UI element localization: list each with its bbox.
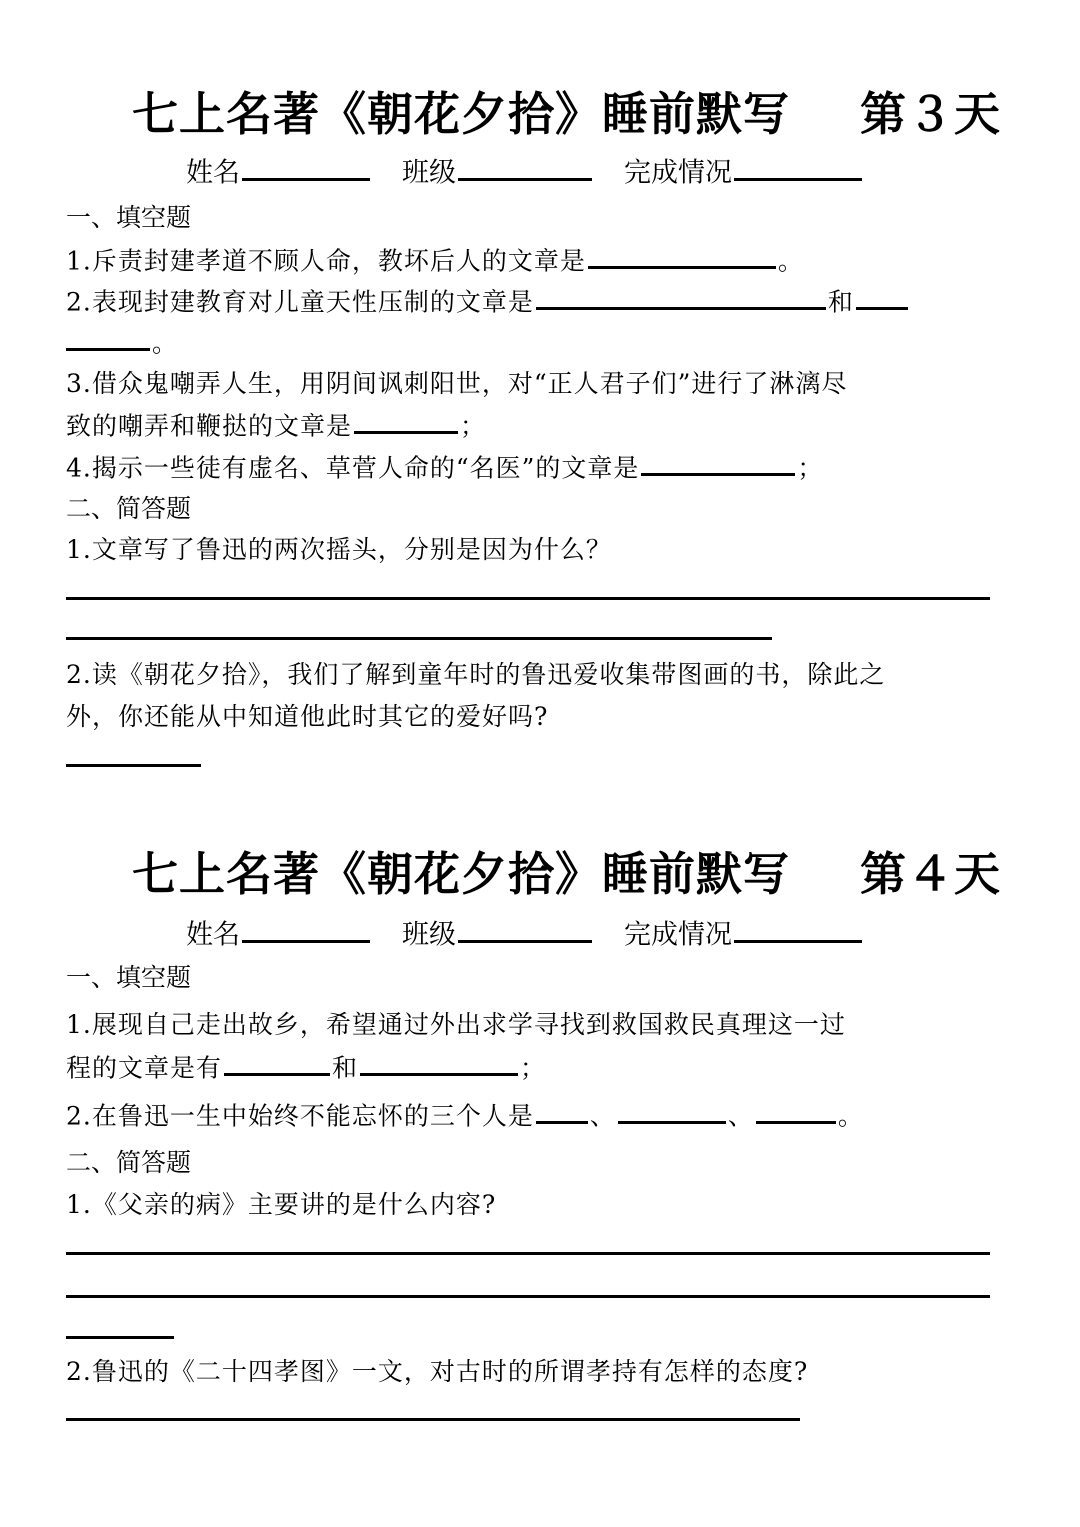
answer-blank[interactable]	[354, 405, 458, 434]
status-field[interactable]	[734, 150, 862, 181]
name-label: 姓名	[186, 919, 240, 951]
question-line: 1.展现自己走出故乡，希望通过外出求学寻找到救国救民真理这一过	[66, 1010, 846, 1039]
answer-blank[interactable]	[756, 1095, 836, 1124]
day-label: 第４天	[860, 847, 1001, 901]
separator: 、	[589, 1101, 616, 1131]
question-text: 1.斥责封建孝道不顾人命，教坏后人的文章是	[66, 246, 586, 276]
question	[66, 240, 804, 277]
answer-blank[interactable]	[588, 240, 776, 269]
question-connector: 和	[827, 287, 854, 317]
question	[66, 405, 486, 442]
question-end: 。	[837, 1101, 864, 1131]
question-connector: 和	[332, 1053, 359, 1083]
question-text: 2.表现封建教育对儿童天性压制的文章是	[66, 287, 534, 317]
answer-line[interactable]	[66, 1418, 800, 1421]
status-label: 完成情况	[624, 919, 732, 951]
page-title-day3	[132, 78, 1001, 144]
short-answer-question: 1.《父亲的病》主要讲的是什么内容?	[66, 1190, 497, 1219]
question	[66, 1095, 864, 1132]
class-label: 班级	[402, 157, 456, 189]
answer-blank[interactable]	[66, 322, 150, 351]
answer-line[interactable]	[66, 1252, 990, 1255]
question	[66, 447, 823, 484]
student-info-row	[186, 912, 864, 951]
title-text: 七上名著《朝花夕拾》睡前默写	[132, 847, 790, 901]
answer-blank[interactable]	[224, 1047, 330, 1076]
name-field[interactable]	[242, 150, 370, 181]
section-heading: 二、简答题	[66, 1148, 192, 1177]
answer-line[interactable]	[66, 1295, 990, 1298]
question-end: ；	[460, 411, 487, 441]
class-label: 班级	[402, 919, 456, 951]
question-end: ；	[797, 453, 824, 483]
short-answer-question-line: 2.读《朝花夕拾》，我们了解到童年时的鲁迅爱收集带图画的书，除此之	[66, 660, 886, 689]
question-text: 4.揭示一些徒有虚名、草菅人命的“名医”的文章是	[66, 453, 640, 483]
question	[66, 1047, 546, 1084]
name-label: 姓名	[186, 157, 240, 189]
section-heading: 二、简答题	[66, 494, 192, 523]
answer-line[interactable]	[66, 764, 201, 767]
answer-blank[interactable]	[856, 281, 908, 310]
separator: 、	[727, 1101, 754, 1131]
class-field[interactable]	[458, 150, 592, 181]
short-answer-question: 1.文章写了鲁迅的两次摇头，分别是因为什么？	[66, 535, 612, 564]
short-answer-question: 2.鲁迅的《二十四孝图》一文，对古时的所谓孝持有怎样的态度?	[66, 1357, 809, 1386]
answer-blank[interactable]	[618, 1095, 726, 1124]
page-title-day4	[132, 838, 1001, 904]
class-field[interactable]	[458, 912, 592, 943]
answer-line[interactable]	[66, 637, 772, 640]
answer-line[interactable]	[66, 597, 990, 600]
status-label: 完成情况	[624, 157, 732, 189]
status-field[interactable]	[734, 912, 862, 943]
question-end: 。	[777, 246, 804, 276]
day-label: 第３天	[860, 87, 1001, 141]
short-answer-question-line: 外，你还能从中知道他此时其它的爱好吗?	[66, 702, 549, 731]
answer-blank[interactable]	[536, 281, 826, 310]
name-field[interactable]	[242, 912, 370, 943]
answer-blank[interactable]	[641, 447, 795, 476]
section-heading: 一、填空题	[66, 963, 192, 992]
answer-blank[interactable]	[536, 1095, 588, 1124]
answer-blank[interactable]	[360, 1047, 518, 1076]
question-end: ；	[520, 1053, 547, 1083]
question-continuation	[66, 322, 178, 359]
question-text: 程的文章是有	[66, 1053, 223, 1083]
question-text: 致的嘲弄和鞭挞的文章是	[66, 411, 353, 441]
question-text: 2.在鲁迅一生中始终不能忘怀的三个人是	[66, 1101, 534, 1131]
student-info-row	[186, 150, 864, 189]
question-end: 。	[152, 328, 179, 358]
question	[66, 281, 910, 318]
question-line: 3.借众鬼嘲弄人生，用阴间讽刺阳世，对“正人君子们”进行了淋漓尽	[66, 369, 848, 398]
answer-line[interactable]	[66, 1336, 174, 1339]
section-heading: 一、填空题	[66, 203, 192, 232]
title-text: 七上名著《朝花夕拾》睡前默写	[132, 87, 790, 141]
